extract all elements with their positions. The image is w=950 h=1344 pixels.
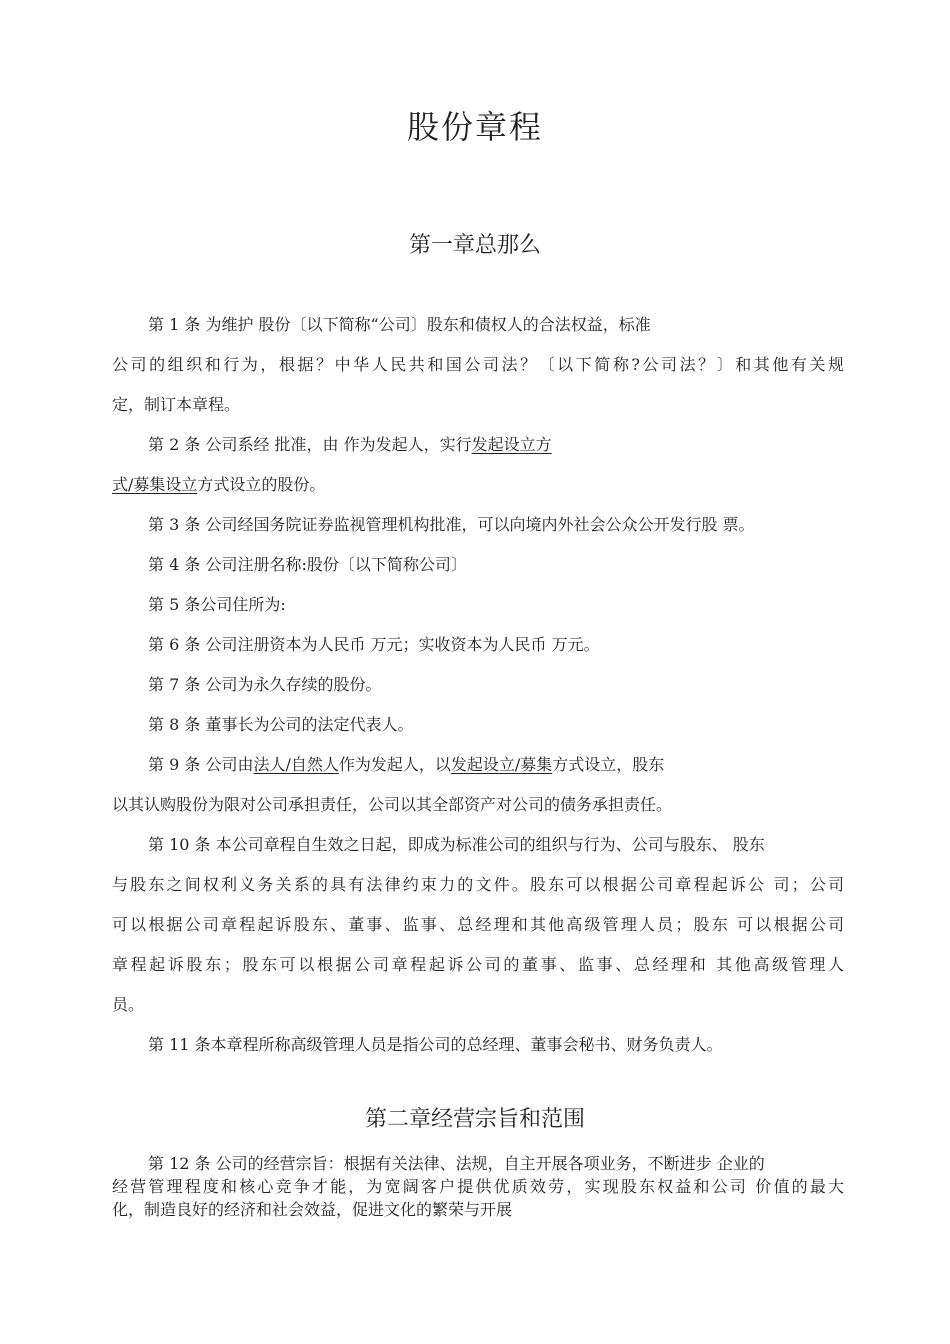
- article-12-line-3: 化，制造良好的经济和社会效益，促进文化的繁荣与开展: [112, 1200, 513, 1219]
- article-10-line-4: 章程起诉股东；股东可以根据公司章程起诉公司的董事、监事、总经理和 其他高级管理人: [112, 955, 844, 974]
- article-1-line-1: 第 1 条 为维护 股份〔以下简称“公司〕股东和债权人的合法权益，标准: [148, 315, 651, 334]
- article-6: 第 6 条 公司注册资本为人民币 万元；实收资本为人民币 万元。: [148, 635, 600, 654]
- article-2-underlined-method-b: 式/募集设立: [112, 475, 198, 494]
- article-2-text: 第 2 条 公司系经 批准，由 作为发起人，实行: [148, 435, 472, 454]
- article-10-line-2: 与股东之间权利义务关系的具有法律约束力的文件。股东可以根据公司章程起诉公 司；公司: [112, 875, 844, 894]
- article-9-underlined-method: 发起设立/募集: [450, 755, 553, 774]
- article-9-text-c: 方式设立，股东: [552, 755, 665, 774]
- chapter-2-heading: 第二章经营宗旨和范围: [364, 1107, 585, 1132]
- article-7: 第 7 条 公司为永久存续的股份。: [148, 675, 382, 694]
- document-title: 股份章程: [406, 108, 543, 146]
- article-1-line-2: 公司的组织和行为，根据？中华人民共和国公司法？〔以下简称?公司法？〕和其他有关规: [112, 355, 844, 374]
- article-11: 第 11 条本章程所称高级管理人员是指公司的总经理、董事会秘书、财务负责人。: [148, 1035, 723, 1054]
- article-10-line-3: 可以根据公司章程起诉股东、董事、监事、总经理和其他高级管理人员；股东 可以根据公司: [112, 915, 844, 934]
- article-8: 第 8 条 董事长为公司的法定代表人。: [148, 715, 414, 734]
- chapter-1-heading: 第一章总那么: [408, 233, 541, 258]
- article-2-line-1: [148, 432, 552, 455]
- article-10-line-5: 员。: [112, 995, 145, 1014]
- article-9-underlined-founder: 法人/自然人: [253, 755, 339, 774]
- article-2-tail: 方式设立的股份。: [197, 475, 326, 494]
- article-5: 第 5 条公司住所为:: [148, 595, 286, 614]
- article-9-text-b: 作为发起人，以: [338, 755, 451, 774]
- article-9-text-a: 第 9 条 公司由: [148, 755, 254, 774]
- article-2-underlined-method-a: 发起设立方: [471, 435, 552, 454]
- article-1-line-3: 定，制订本章程。: [112, 395, 241, 414]
- article-2-line-2: [112, 472, 325, 495]
- article-9-line-1: [148, 752, 664, 775]
- article-3: 第 3 条 公司经国务院证券监视管理机构批准，可以向境内外社会公众公开发行股 票。: [148, 515, 755, 534]
- article-9-line-2: 以其认购股份为限对公司承担责任，公司以其全部资产对公司的债务承担责任。: [112, 795, 673, 814]
- article-12-line-2: 经营管理程度和核心竞争才能，为宽阔客户提供优质效劳，实现股东权益和公司 价值的最大: [112, 1177, 844, 1196]
- article-4: 第 4 条 公司注册名称:股份〔以下简称公司〕: [148, 555, 467, 574]
- article-10-line-1: 第 10 条 本公司章程自生效之日起，即成为标准公司的组织与行为、公司与股东、 股东: [148, 835, 765, 854]
- article-12-line-1: 第 12 条 公司的经营宗旨：根据有关法律、法规，自主开展各项业务，不断进步 企业的: [148, 1154, 765, 1173]
